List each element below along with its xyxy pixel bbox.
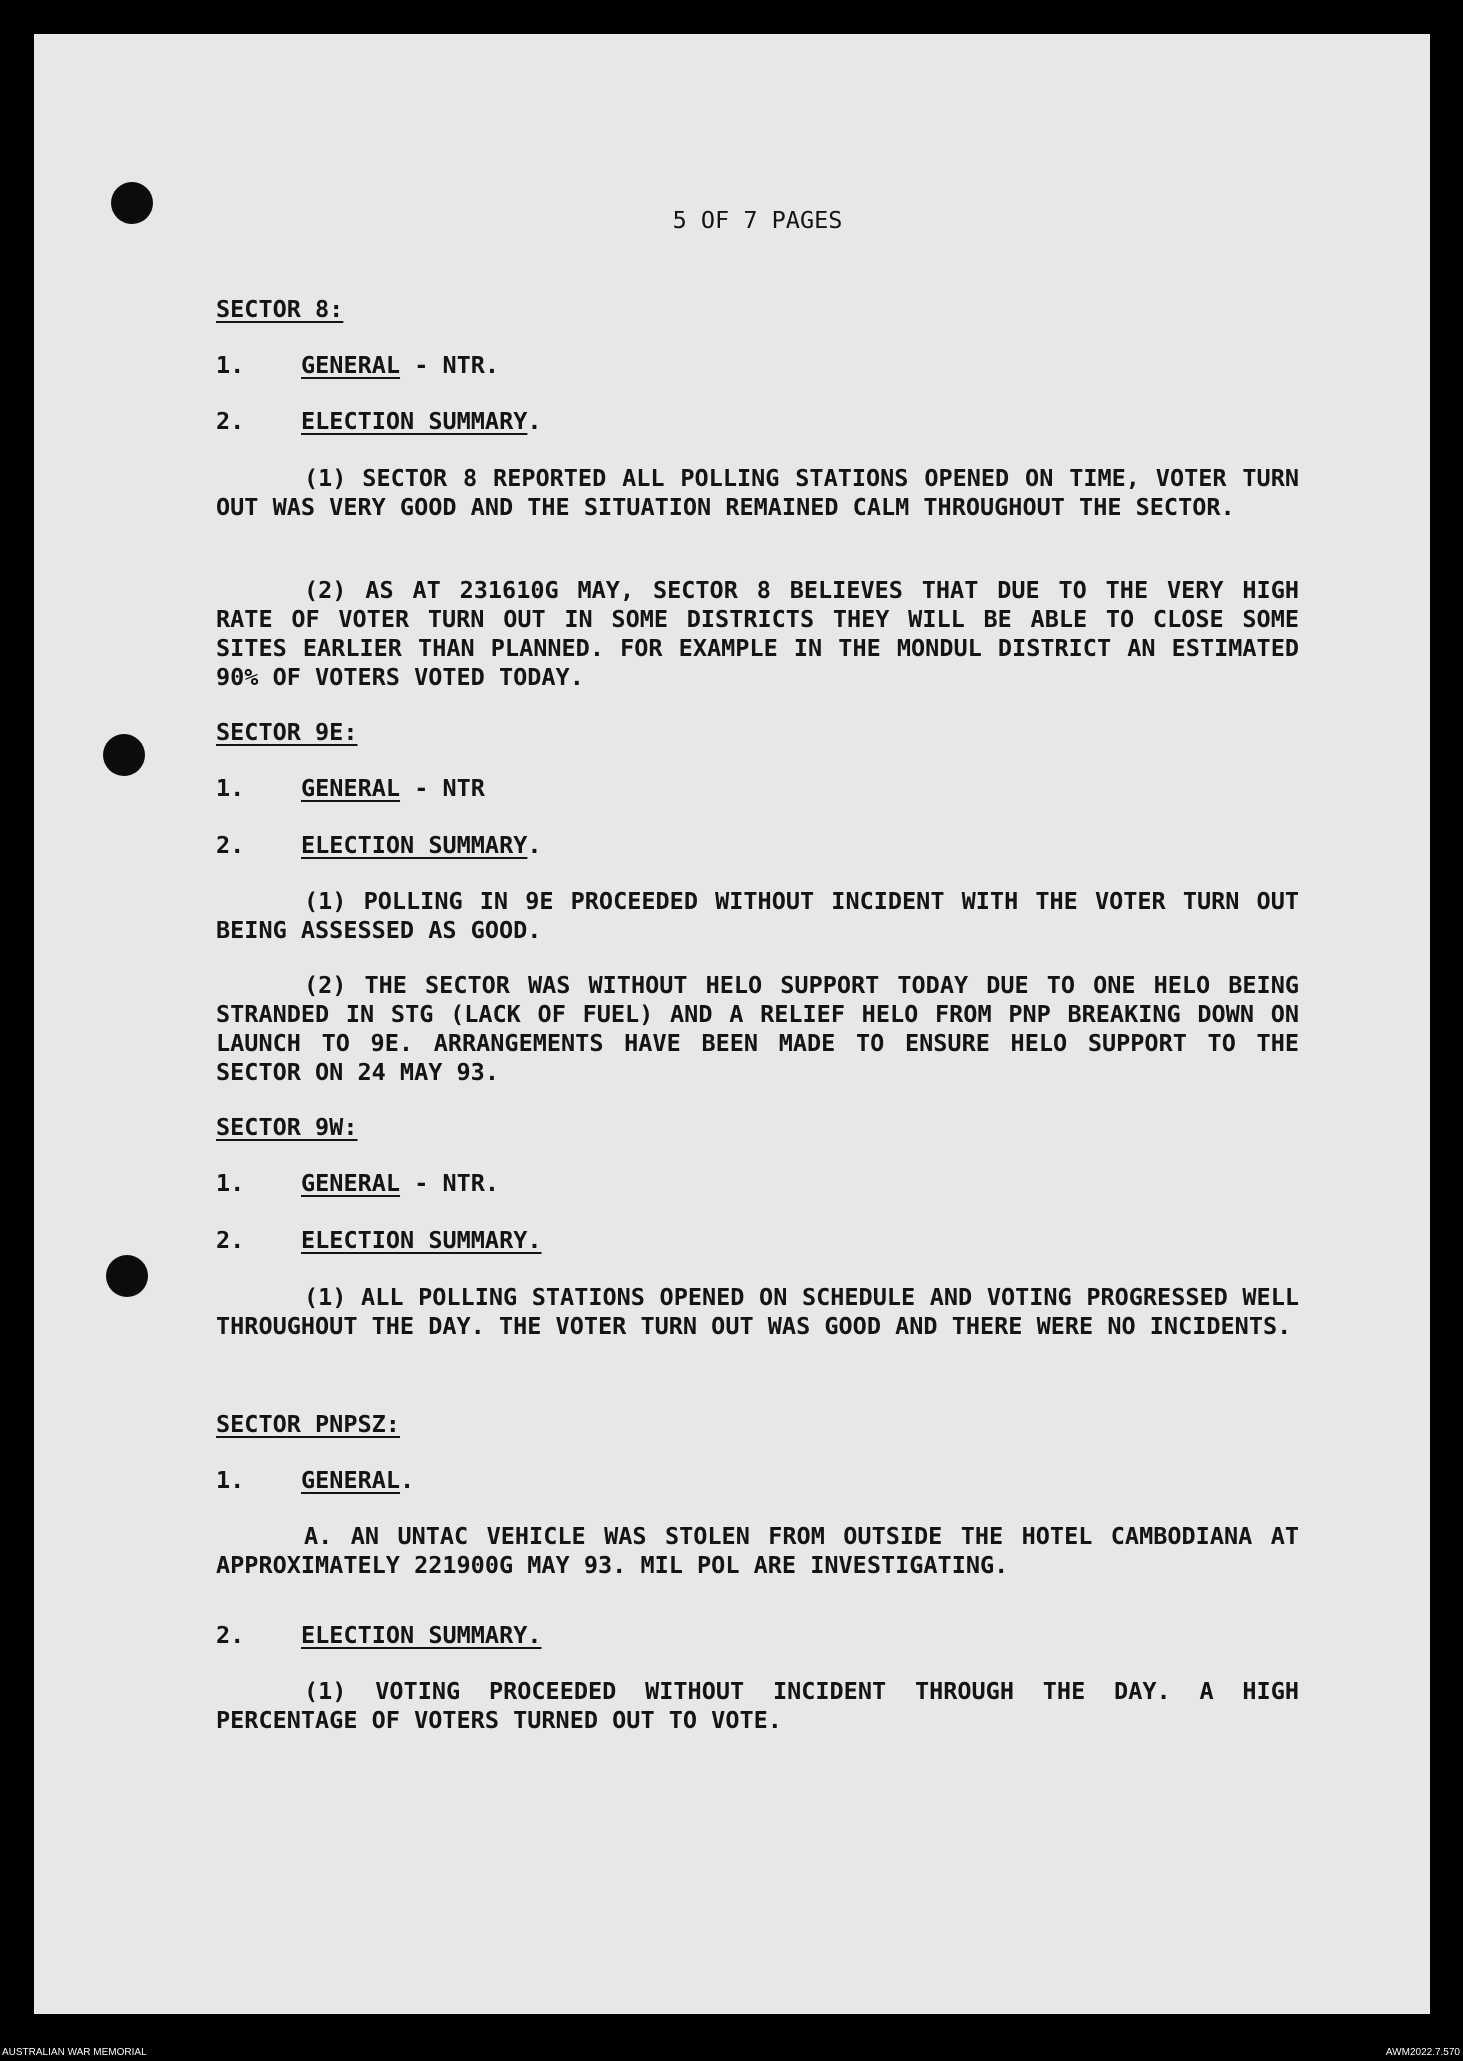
list-item: 1. GENERAL - NTR. [216, 1169, 500, 1197]
punch-hole [106, 1255, 148, 1297]
list-item: 2. ELECTION SUMMARY. [216, 1226, 542, 1254]
footer-reference: AWM2022.7.570 [1385, 2047, 1460, 2058]
paragraph: (2) THE SECTOR WAS WITHOUT HELO SUPPORT TODAY DUE TO ONE HELO BEING STRANDED IN STG (LACK OF FUEL) AND A RELIEF HELO FROM PNP BREAKING DOWN ON LAUNCH TO 9E. ARRANGEMENTS HAVE BEEN MADE TO ENSURE HELO SUPPORT TO THE SECTOR ON 24 MAY 93. [216, 971, 1299, 1086]
list-item: 2. ELECTION SUMMARY. [216, 831, 542, 859]
paragraph: (1) POLLING IN 9E PROCEEDED WITHOUT INCIDENT WITH THE VOTER TURN OUT BEING ASSESSED AS GOOD. [216, 887, 1299, 944]
page-number: 5 OF 7 PAGES [672, 206, 843, 234]
document-page [34, 34, 1430, 2014]
paragraph: (1) SECTOR 8 REPORTED ALL POLLING STATIONS OPENED ON TIME, VOTER TURN OUT WAS VERY GOOD AND THE SITUATION REMAINED CALM THROUGHOUT THE SECTOR. [216, 464, 1299, 521]
list-item: 2. ELECTION SUMMARY. [216, 1621, 542, 1649]
section-heading: SECTOR 9E: [216, 718, 358, 746]
paragraph: (1) ALL POLLING STATIONS OPENED ON SCHEDULE AND VOTING PROGRESSED WELL THROUGHOUT THE DAY. THE VOTER TURN OUT WAS GOOD AND THERE WERE NO INCIDENTS. [216, 1283, 1299, 1340]
paragraph: A. AN UNTAC VEHICLE WAS STOLEN FROM OUTSIDE THE HOTEL CAMBODIANA AT APPROXIMATELY 221900G MAY 93. MIL POL ARE INVESTIGATING. [216, 1522, 1299, 1579]
section-heading: SECTOR 9W: [216, 1113, 358, 1141]
section-heading: SECTOR PNPSZ: [216, 1410, 400, 1438]
paragraph: (1) VOTING PROCEEDED WITHOUT INCIDENT THROUGH THE DAY. A HIGH PERCENTAGE OF VOTERS TURNED OUT TO VOTE. [216, 1677, 1299, 1734]
punch-hole [103, 734, 145, 776]
list-item: 1. GENERAL - NTR. [216, 351, 500, 379]
list-item: 1. GENERAL - NTR [216, 774, 485, 802]
punch-hole [111, 182, 153, 224]
list-item: 2. ELECTION SUMMARY. [216, 407, 542, 435]
section-heading: SECTOR 8: [216, 295, 344, 323]
footer-source: AUSTRALIAN WAR MEMORIAL [2, 2047, 147, 2058]
paragraph: (2) AS AT 231610G MAY, SECTOR 8 BELIEVES THAT DUE TO THE VERY HIGH RATE OF VOTER TURN OUT IN SOME DISTRICTS THEY WILL BE ABLE TO CLOSE SOME SITES EARLIER THAN PLANNED. FOR EXAMPLE IN THE MONDUL DISTRICT AN ESTIMATED 90% OF VOTERS VOTED TODAY. [216, 576, 1299, 691]
list-item: 1. GENERAL. [216, 1466, 415, 1494]
